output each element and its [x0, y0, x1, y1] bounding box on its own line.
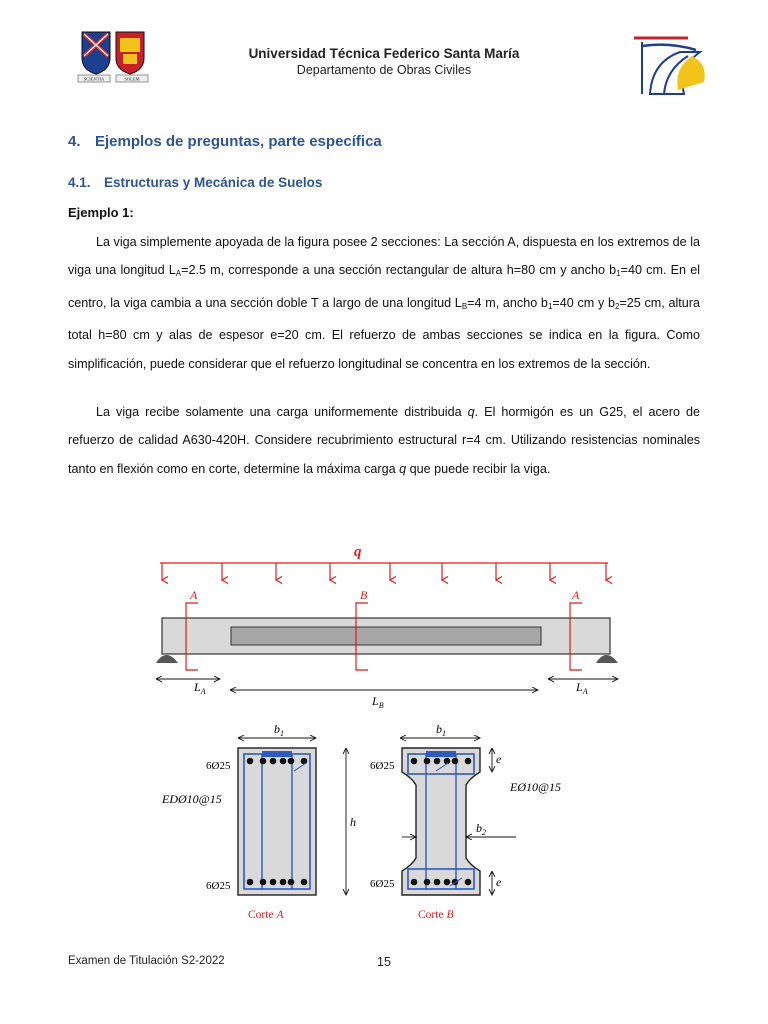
label-h: h — [350, 815, 356, 829]
bars-bottom-A: 6Ø25 — [206, 880, 231, 892]
label-LA-left: $L_A$ — [194, 680, 206, 696]
subsection-title: Estructuras y Mecánica de Suelos — [104, 175, 323, 190]
beam-figure — [150, 535, 630, 927]
p1-sub-3: B — [461, 301, 468, 311]
footer-exam-name: Examen de Titulación S2-2022 — [68, 955, 225, 967]
problem-paragraph-2 — [68, 398, 700, 483]
section-heading — [68, 133, 382, 150]
p1-sub-1: A — [175, 269, 182, 279]
label-b1-A: $b_1$ — [274, 722, 284, 738]
section-title: Ejemplos de preguntas, parte específica — [95, 133, 382, 150]
example-label: Ejemplo 1: — [68, 205, 134, 220]
load-label-q: q — [354, 544, 362, 560]
right-support-icon — [596, 655, 618, 663]
footer-page-number: 15 — [377, 955, 391, 969]
bars-bottom-B: 6Ø25 — [370, 878, 395, 890]
label-LA-right: $L_A$ — [576, 680, 588, 696]
section-mark-A-right: A — [572, 588, 580, 602]
label-b2: $b_2$ — [476, 821, 486, 837]
p1-text-4: =4 m, ancho b — [467, 295, 548, 310]
page-header — [0, 0, 768, 110]
bars-top-B: 6Ø25 — [370, 760, 395, 772]
bars-top-A: 6Ø25 — [206, 760, 231, 772]
department-logo — [630, 34, 710, 96]
section-mark-B: B — [360, 588, 368, 602]
p1-sub-4: 1 — [547, 301, 553, 311]
cross-section-A — [161, 722, 356, 921]
department-name: Departamento de Obras Civiles — [296, 63, 472, 77]
stirrups-A: EDØ10@15 — [162, 792, 222, 806]
p2-text-1: La viga recibe solamente una carga uniformemente distribuida — [96, 405, 468, 419]
subsection-heading — [68, 175, 322, 190]
p1-sub-2: 1 — [616, 269, 621, 279]
p1-text-3: =40 cm. En el centro, la viga cambia a una sección doble T a largo de una longitud L — [68, 263, 700, 310]
label-LB: $L_B$ — [372, 694, 384, 710]
p2-q-2: q — [399, 461, 407, 476]
logo-motto-left: SCIENTIA — [83, 76, 105, 82]
problem-paragraph-1 — [68, 228, 700, 378]
caption-B: Corte B — [418, 909, 454, 921]
p1-text-5: =40 cm y b — [552, 295, 615, 310]
p1-text-6: =25 cm, altura total h=80 cm y alas de espesor e=20 cm. El refuerzo de ambas secciones se indica en la figura. Como simplificación, puede considerar que el refuerzo longitudinal se concentra en los extremos de la sección. — [68, 295, 701, 371]
stirrups-B: EØ10@15 — [510, 780, 562, 794]
p2-text-3: que puede recibir la viga. — [406, 461, 551, 476]
beam-web-zone — [231, 627, 541, 645]
logo-motto-right: SOLEM — [124, 76, 140, 82]
subsection-number: 4.1. — [68, 175, 91, 190]
p2-q-1: q — [467, 405, 475, 419]
label-e-top: e — [496, 752, 502, 766]
p1-text-1: La viga simplemente apoyada de la figura posee 2 secciones: La sección A, dispuesta en los extremos de la viga una longitud L — [68, 235, 700, 278]
left-support-icon — [156, 655, 178, 663]
cross-section-B — [370, 722, 561, 921]
p1-text-2: =2.5 m, corresponde a una sección rectangular de altura h=80 cm y ancho b — [181, 263, 617, 278]
caption-A: Corte A — [248, 909, 284, 921]
label-b1-B: $b_1$ — [436, 722, 446, 738]
label-e-bottom: e — [496, 875, 502, 889]
p2-text-2: . El hormigón es un G25, el acero de refuerzo de calidad A630-420H. Considere recubrimiento estructural r=4 cm. Utilizando resistencias nominales tanto en flexión como en corte, determine la máxima carga — [68, 405, 700, 476]
section-mark-A-left: A — [190, 588, 198, 602]
university-name: Universidad Técnica Federico Santa María — [248, 46, 520, 61]
p1-sub-5: 2 — [614, 301, 620, 311]
section-number: 4. — [68, 133, 81, 150]
load-arrows — [162, 563, 606, 580]
